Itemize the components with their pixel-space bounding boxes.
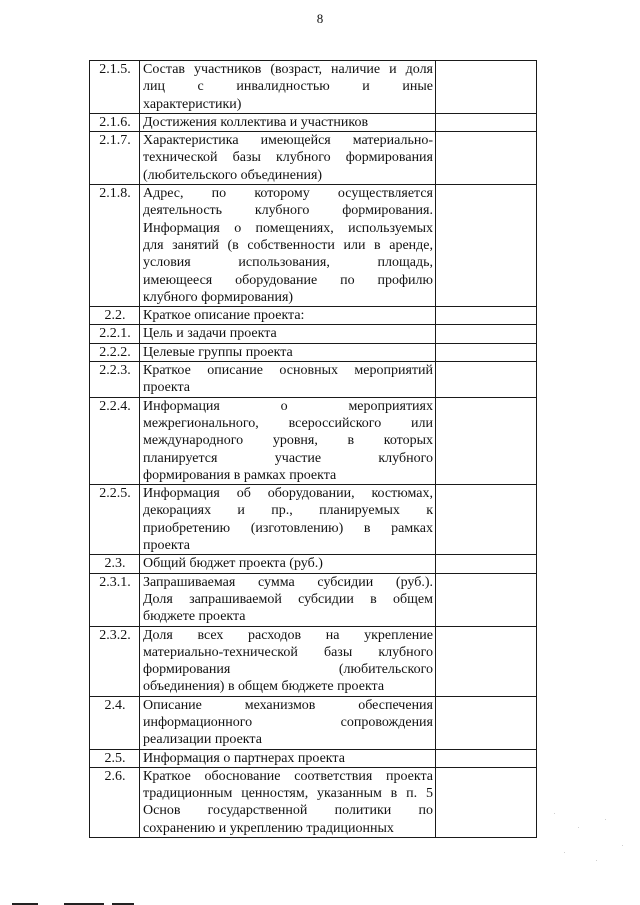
description-line: Достижения коллектива и участников — [143, 114, 369, 130]
item-number: 2.2.2. — [90, 343, 140, 361]
item-number: 2.1.6. — [90, 113, 140, 131]
item-description — [140, 573, 436, 626]
description-line: бюджете проекта — [143, 609, 246, 625]
item-description — [140, 626, 436, 696]
item-number: 2.2.4. — [90, 397, 140, 484]
item-description — [140, 397, 436, 484]
scan-edge-marks — [0, 901, 640, 905]
application-form-table — [89, 60, 537, 838]
item-value-cell[interactable] — [436, 343, 537, 361]
table-row — [90, 132, 537, 185]
description-line: проекта — [143, 380, 190, 396]
item-number: 2.2.1. — [90, 325, 140, 343]
scan-noise — [544, 805, 634, 865]
description-line: деятельность клубного формирования. — [143, 203, 433, 219]
item-value-cell[interactable] — [436, 696, 537, 749]
table-row — [90, 397, 537, 484]
table-row — [90, 696, 537, 749]
description-line: приобретению (изготовлению) в рамках — [143, 520, 433, 536]
description-line: традиционным ценностям, указанным в п. 5 — [143, 786, 433, 802]
item-value-cell[interactable] — [436, 132, 537, 185]
item-number: 2.2.5. — [90, 485, 140, 555]
table-row — [90, 555, 537, 573]
item-value-cell[interactable] — [436, 307, 537, 325]
description-line: Характеристика имеющейся материально- — [143, 133, 433, 149]
item-value-cell[interactable] — [436, 555, 537, 573]
description-line: Информация о помещениях, используемых — [143, 220, 433, 236]
item-value-cell[interactable] — [436, 185, 537, 307]
item-value-cell[interactable] — [436, 397, 537, 484]
item-description — [140, 325, 436, 343]
description-line: объединения) в общем бюджете проекта — [143, 679, 385, 695]
item-number: 2.6. — [90, 767, 140, 837]
table-row — [90, 325, 537, 343]
description-line: Краткое описание основных мероприятий — [143, 363, 433, 379]
page-number: 8 — [316, 11, 324, 26]
item-value-cell[interactable] — [436, 749, 537, 767]
item-description — [140, 343, 436, 361]
description-line: реализации проекта — [143, 732, 262, 748]
item-number: 2.3.2. — [90, 626, 140, 696]
description-line: Доля всех расходов на укрепление — [143, 627, 433, 643]
description-line: Целевые группы проекта — [143, 344, 293, 360]
description-line: Запрашиваемая сумма субсидии (руб.). — [143, 574, 433, 590]
item-number: 2.5. — [90, 749, 140, 767]
description-line: лиц с инвалидностью и иные — [143, 79, 433, 95]
item-value-cell[interactable] — [436, 626, 537, 696]
description-line: формирования в рамках проекта — [143, 467, 337, 483]
description-line: имеющееся оборудование по профилю — [143, 272, 433, 288]
description-line: Краткое описание проекта: — [143, 308, 305, 324]
description-line: проекта — [143, 538, 190, 554]
table-row — [90, 749, 537, 767]
item-number: 2.4. — [90, 696, 140, 749]
item-number: 2.2. — [90, 307, 140, 325]
item-number: 2.1.7. — [90, 132, 140, 185]
item-description — [140, 362, 436, 398]
item-value-cell[interactable] — [436, 767, 537, 837]
description-line: характеристики) — [143, 96, 242, 112]
description-line: планируется участие клубного — [143, 450, 433, 466]
item-number: 2.1.8. — [90, 185, 140, 307]
table-row — [90, 307, 537, 325]
table-row — [90, 767, 537, 837]
description-line: Адрес, по которому осуществляется — [143, 186, 433, 202]
item-description — [140, 555, 436, 573]
item-description — [140, 113, 436, 131]
item-number: 2.1.5. — [90, 61, 140, 114]
table-body — [90, 61, 537, 838]
description-line: Информация о партнерах проекта — [143, 750, 345, 766]
description-line: (любительского объединения) — [143, 167, 323, 183]
description-line: Краткое обоснование соответствия проекта — [143, 768, 433, 784]
description-line: декорациях и пр., планируемых к — [143, 503, 433, 519]
item-description — [140, 767, 436, 837]
description-line: материально-технической базы клубного — [143, 644, 433, 660]
item-value-cell[interactable] — [436, 573, 537, 626]
table-row — [90, 626, 537, 696]
item-value-cell[interactable] — [436, 113, 537, 131]
description-line: Состав участников (возраст, наличие и доля — [143, 62, 433, 77]
item-description — [140, 185, 436, 307]
item-number: 2.3. — [90, 555, 140, 573]
description-line: клубного формирования) — [143, 289, 294, 305]
item-description — [140, 696, 436, 749]
table-row — [90, 185, 537, 307]
table-row — [90, 573, 537, 626]
description-line: технической базы клубного формирования — [143, 150, 433, 166]
item-value-cell[interactable] — [436, 325, 537, 343]
description-line: межрегионального, всероссийского или — [143, 415, 433, 431]
item-description — [140, 307, 436, 325]
item-value-cell[interactable] — [436, 485, 537, 555]
description-line: Доля запрашиваемой субсидии в общем — [143, 591, 433, 607]
description-line: Основ государственной политики по — [143, 803, 433, 819]
item-description — [140, 132, 436, 185]
table-row — [90, 485, 537, 555]
item-number: 2.3.1. — [90, 573, 140, 626]
description-line: Общий бюджет проекта (руб.) — [143, 556, 323, 572]
description-line: информационного сопровождения — [143, 714, 433, 730]
table-row — [90, 113, 537, 131]
item-description — [140, 61, 436, 114]
item-value-cell[interactable] — [436, 362, 537, 398]
description-line: Информация об оборудовании, костюмах, — [143, 486, 433, 502]
table-row — [90, 362, 537, 398]
description-line: сохранению и укреплению традиционных — [143, 820, 394, 836]
description-line: Описание механизмов обеспечения — [143, 697, 433, 713]
item-description — [140, 749, 436, 767]
item-description — [140, 485, 436, 555]
table-row — [90, 343, 537, 361]
item-value-cell[interactable] — [436, 61, 537, 114]
description-line: международного уровня, в которых — [143, 433, 433, 449]
description-line: формирования (любительского — [143, 662, 433, 678]
description-line: условия использования, площадь, — [143, 255, 433, 271]
description-line: Цель и задачи проекта — [143, 326, 277, 342]
description-line: для занятий (в собственности или в аренде, — [143, 237, 433, 253]
description-line: Информация о мероприятиях — [143, 398, 433, 414]
item-number: 2.2.3. — [90, 362, 140, 398]
table-row — [90, 61, 537, 114]
